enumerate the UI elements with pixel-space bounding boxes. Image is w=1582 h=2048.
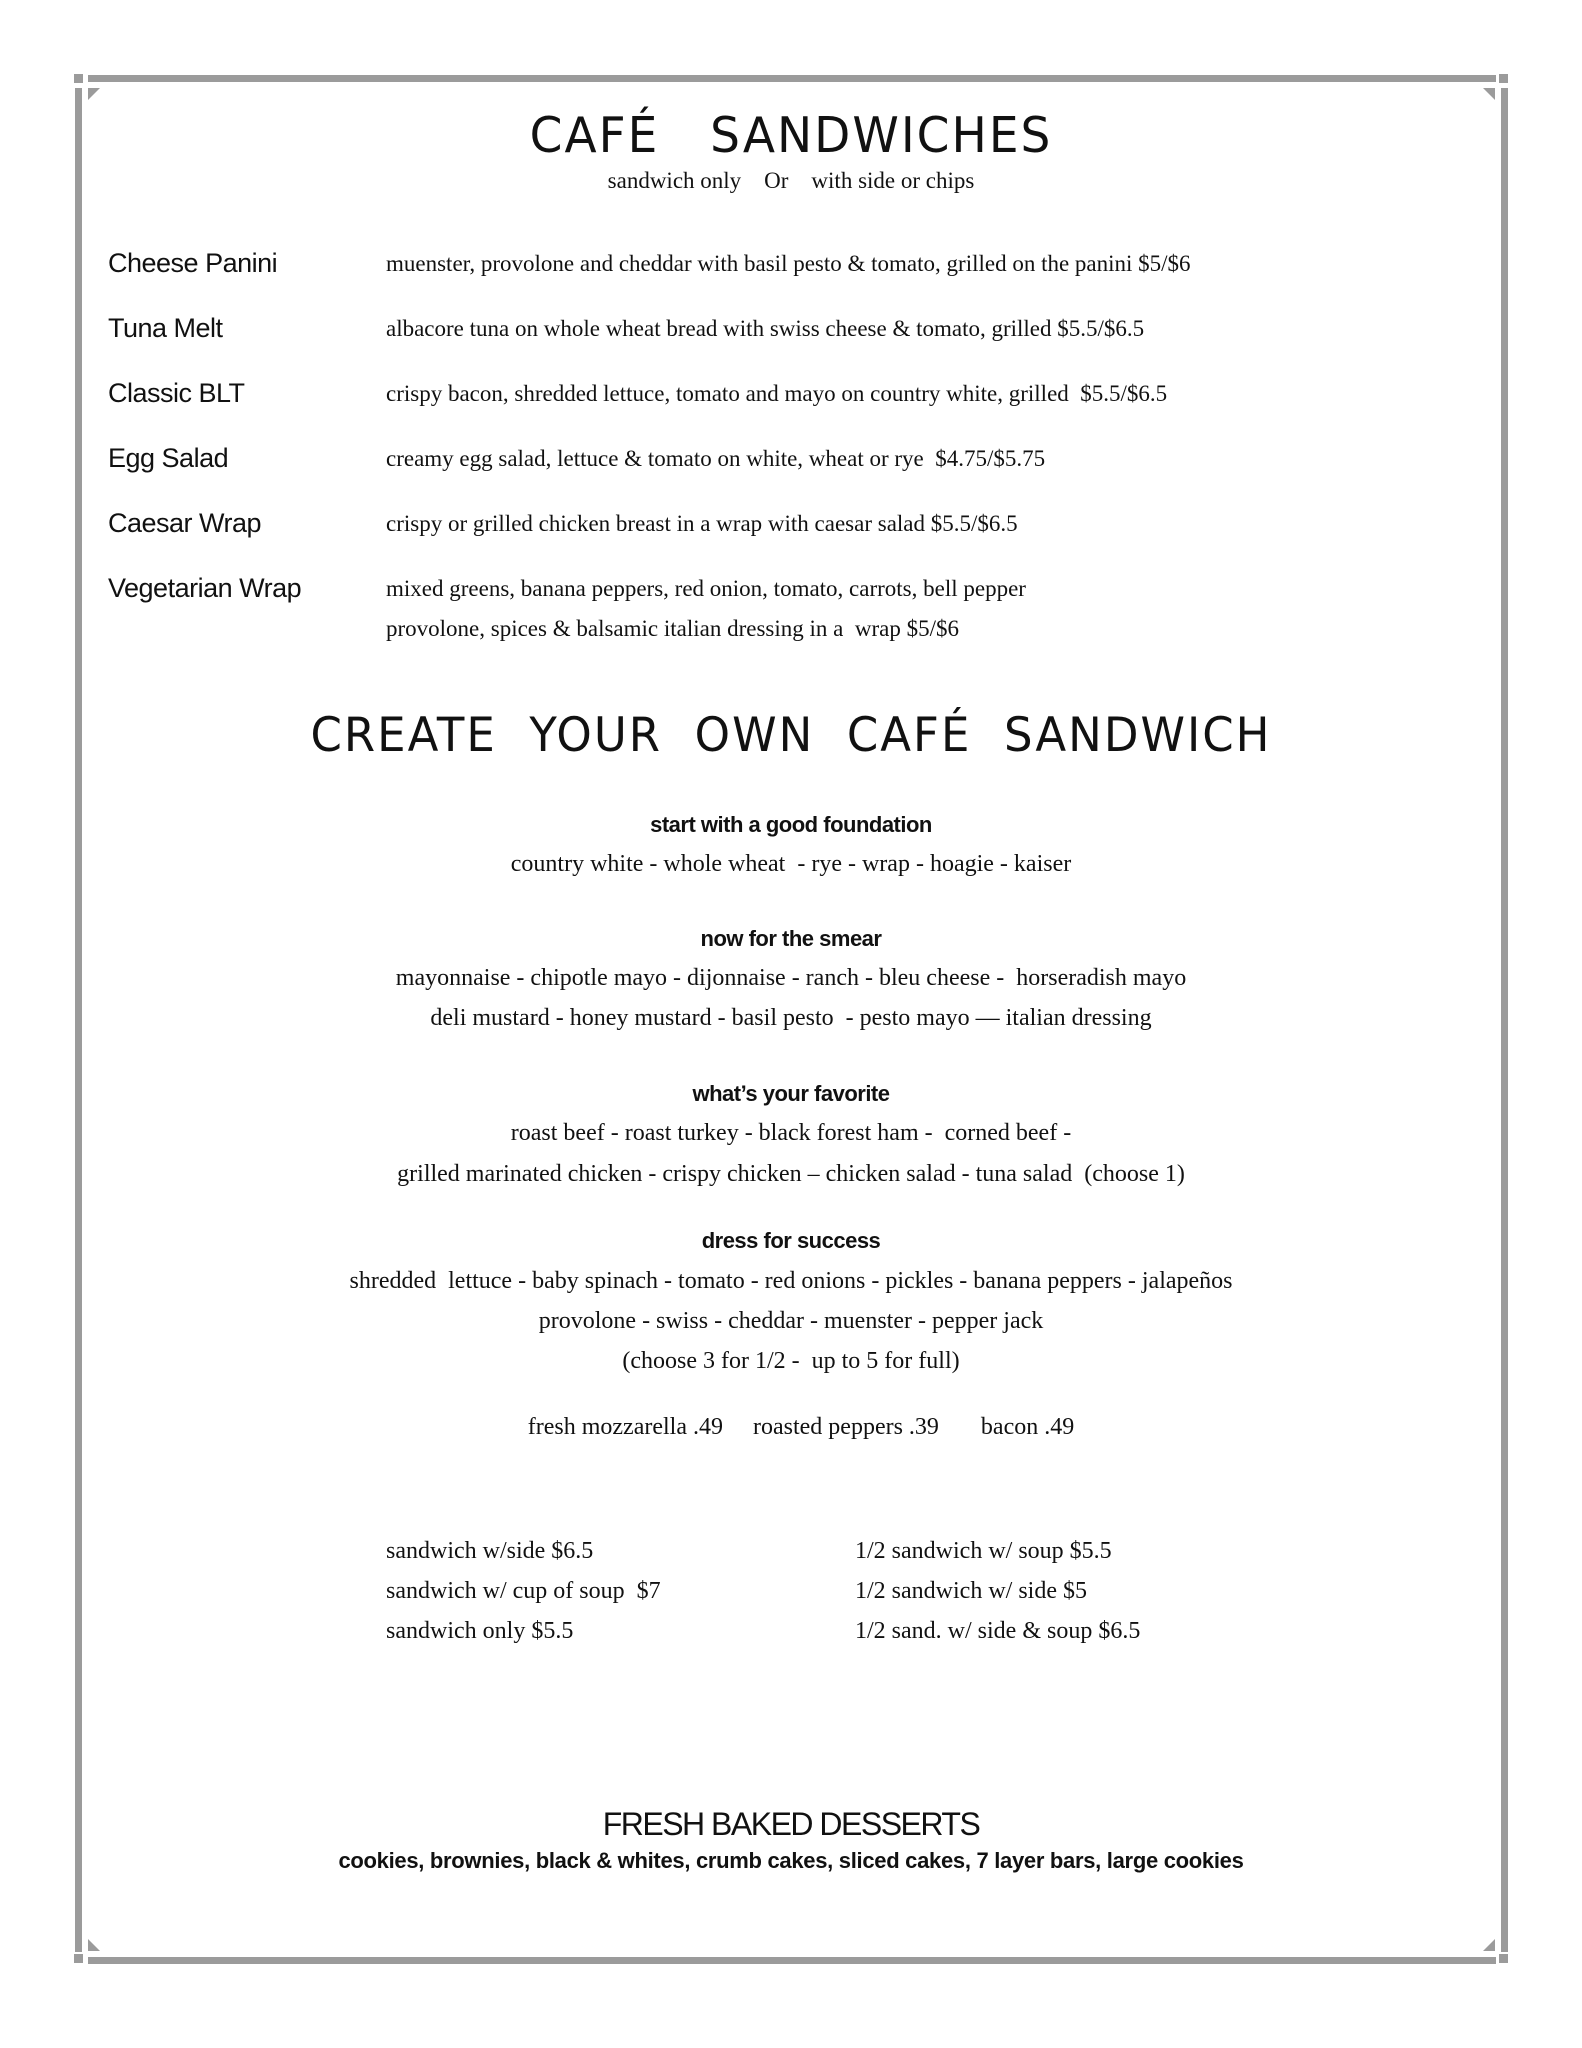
section-options: roast beef - roast turkey - black forest ham - corned beef - bbox=[510, 1120, 1072, 1146]
corner-square-br bbox=[1499, 1954, 1508, 1963]
corner-triangle-tl bbox=[88, 88, 100, 100]
item-name: Tuna Melt bbox=[108, 313, 223, 343]
item-name: Classic BLT bbox=[108, 378, 245, 408]
desserts-title: FRESH BAKED DESSERTS bbox=[602, 1806, 980, 1842]
page-subtitle: sandwich only Or with side or chips bbox=[607, 168, 975, 193]
corner-square-tl bbox=[74, 74, 83, 83]
frame-top-line bbox=[88, 75, 1496, 82]
page-title: CAFÉ SANDWICHES bbox=[529, 106, 1053, 165]
item-name: Caesar Wrap bbox=[108, 508, 262, 538]
section-options: deli mustard - honey mustard - basil pesto - pesto mayo — italian dressing bbox=[430, 1005, 1152, 1031]
frame-bottom-line bbox=[88, 1957, 1496, 1964]
item-description: muenster, provolone and cheddar with basil pesto & tomato, grilled on the panini $5/$6 bbox=[386, 251, 1191, 276]
section-options: provolone - swiss - cheddar - muenster - pepper jack bbox=[538, 1308, 1044, 1334]
item-description: albacore tuna on whole wheat bread with swiss cheese & tomato, grilled $5.5/$6.5 bbox=[386, 316, 1145, 341]
corner-triangle-br bbox=[1483, 1939, 1495, 1951]
item-name: Vegetarian Wrap bbox=[108, 573, 302, 603]
price-right: 1/2 sandwich w/ side $5 bbox=[855, 1578, 1087, 1604]
section-note: (choose 3 for 1/2 - up to 5 for full) bbox=[622, 1348, 960, 1374]
price-left: sandwich w/side $6.5 bbox=[386, 1538, 594, 1564]
item-description: crispy or grilled chicken breast in a wrap with caesar salad $5.5/$6.5 bbox=[386, 511, 1018, 536]
corner-triangle-tr bbox=[1483, 88, 1495, 100]
section-options: mayonnaise - chipotle mayo - dijonnaise - ranch - bleu cheese - horseradish mayo bbox=[395, 965, 1187, 991]
section-options: grilled marinated chicken - crispy chicken – chicken salad - tuna salad (choose 1) bbox=[397, 1161, 1185, 1187]
corner-square-tr bbox=[1499, 74, 1508, 83]
item-name: Egg Salad bbox=[108, 443, 229, 473]
section-options: country white - whole wheat - rye - wrap - hoagie - kaiser bbox=[510, 851, 1072, 877]
section-heading: now for the smear bbox=[700, 926, 882, 951]
item-description: crispy bacon, shredded lettuce, tomato and mayo on country white, grilled $5.5/$6.5 bbox=[386, 381, 1168, 406]
corner-triangle-bl bbox=[88, 1939, 100, 1951]
item-description: creamy egg salad, lettuce & tomato on white, wheat or rye $4.75/$5.75 bbox=[386, 446, 1046, 471]
desserts-items: cookies, brownies, black & whites, crumb cakes, sliced cakes, 7 layer bars, large cookies bbox=[338, 1848, 1244, 1873]
extras-line: fresh mozzarella .49 roasted peppers .39 bacon .49 bbox=[527, 1414, 1075, 1440]
section-options: shredded lettuce - baby spinach - tomato - red onions - pickles - banana peppers - jalapeños bbox=[349, 1268, 1233, 1294]
price-left: sandwich w/ cup of soup $7 bbox=[386, 1578, 661, 1604]
item-name: Cheese Panini bbox=[108, 248, 278, 278]
item-description: mixed greens, banana peppers, red onion, tomato, carrots, bell pepper bbox=[386, 576, 1026, 601]
price-right: 1/2 sandwich w/ soup $5.5 bbox=[855, 1538, 1112, 1564]
section-heading: what’s your favorite bbox=[692, 1081, 890, 1106]
section-heading: start with a good foundation bbox=[650, 812, 932, 837]
item-description-line2: provolone, spices & balsamic italian dressing in a wrap $5/$6 bbox=[386, 616, 959, 641]
create-your-own-title: CREATE YOUR OWN CAFÉ SANDWICH bbox=[310, 706, 1272, 763]
corner-square-bl bbox=[74, 1954, 83, 1963]
price-left: sandwich only $5.5 bbox=[386, 1618, 574, 1644]
section-heading: dress for success bbox=[701, 1228, 881, 1253]
price-right: 1/2 sand. w/ side & soup $6.5 bbox=[855, 1618, 1141, 1644]
